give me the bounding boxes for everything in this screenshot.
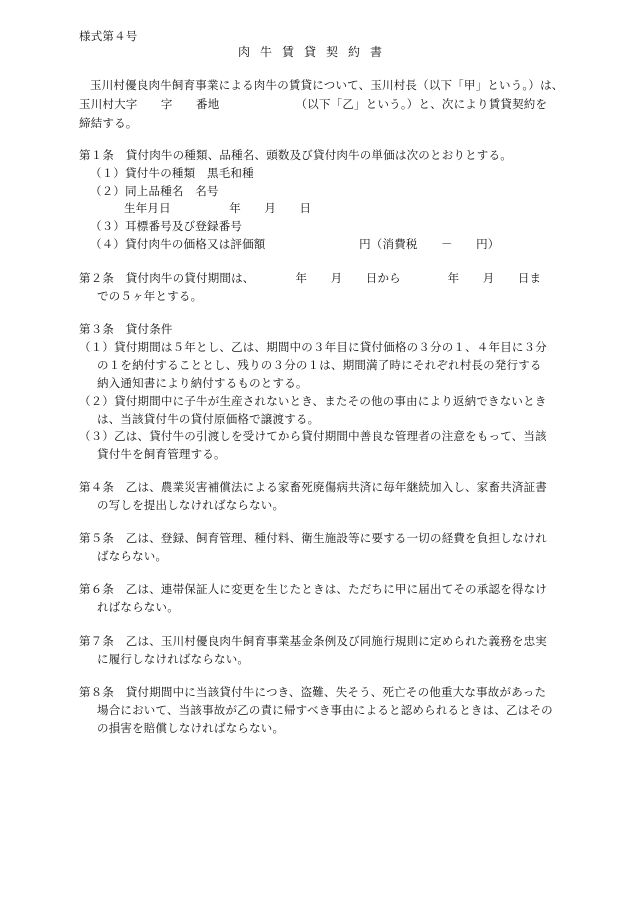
article-4-line: の写しを提出しなければならない。 <box>97 498 285 512</box>
article-3-heading: 第３条 貸付条件 <box>79 322 173 336</box>
article-3-item: 貸付牛を飼育管理する。 <box>97 447 226 461</box>
document-title: 肉牛賃貸契約書 <box>237 45 392 59</box>
article-8-line: の損害を賠償しなければならない。 <box>97 721 285 735</box>
article-6-line: ればならない。 <box>97 600 179 614</box>
article-3-item: は、当該貸付牛の貸付原価格で譲渡する。 <box>97 412 320 426</box>
article-3-item: （２）貸付期間中に子牛が生産されないとき、またその他の事由により返納できないとき <box>79 394 547 408</box>
article-3-item: （１）貸付期間は５年とし、乙は、期間中の３年目に貸付価格の３分の１、４年目に３分 <box>79 340 547 354</box>
article-3-item: 納入通知書により納付するものとする。 <box>97 376 308 390</box>
article-1-item: （２）同上品種名 名号 <box>90 184 219 198</box>
article-3-item: （３）乙は、貸付牛の引渡しを受けてから貸付期間中善良な管理者の注意をもって、当該 <box>79 429 547 443</box>
intro-line: 締結する。 <box>79 116 138 130</box>
article-5-line: 第５条 乙は、登録、飼育管理、種付料、衛生施設等に要する一切の経費を負担しなけれ <box>79 531 547 545</box>
form-number: 様式第４号 <box>79 29 138 43</box>
article-2-line: 第２条 貸付肉牛の貸付期間は、 年 月 日から 年 月 日ま <box>79 271 542 285</box>
article-3-item: の１を納付することとし、残りの３分の１は、期間満了時にそれぞれ村長の発行する <box>97 358 542 372</box>
article-1-item: （１）貸付牛の種類 黒毛和種 <box>90 166 254 180</box>
article-7-line: 第７条 乙は、玉川村優良肉牛飼育事業基金条例及び同施行規則に定められた義務を忠実 <box>79 634 547 648</box>
article-1-item: 生年月日 年 月 日 <box>124 201 312 215</box>
intro-line: 玉川村大字 字 番地 （以下「乙」という。）と、次により賃貸契約を <box>79 97 548 111</box>
article-1-item: （３）耳標番号及び登録番号 <box>90 219 243 233</box>
article-8-line: 第８条 貸付期間中に当該貸付牛につき、盗難、失そう、死亡その他重大な事故があった <box>79 685 547 699</box>
article-6-line: 第６条 乙は、連帯保証人に変更を生じたときは、ただちに甲に届出てその承認を得なけ <box>79 582 547 596</box>
article-2-line: での５ヶ年とする。 <box>97 289 203 303</box>
article-1-heading: 第１条 貸付肉牛の種類、品種名、頭数及び貸付肉牛の単価は次のとおりとする。 <box>79 148 512 162</box>
article-8-line: 場合において、当該事故が乙の責に帰すべき事由によると認められるときは、乙はその <box>97 703 553 717</box>
article-4-line: 第４条 乙は、農業災害補償法による家畜死廃傷病共済に毎年継続加入し、家畜共済証書 <box>79 480 547 494</box>
intro-line: 玉川村優良肉牛飼育事業による肉牛の賃貸について、玉川村長（以下「甲」という。）は、 <box>90 78 564 92</box>
article-5-line: ばならない。 <box>97 549 168 563</box>
article-1-item: （４）貸付肉牛の価格又は評価額 円（消費税 － 円） <box>90 237 500 251</box>
article-7-line: に履行しなければならない。 <box>97 652 250 666</box>
